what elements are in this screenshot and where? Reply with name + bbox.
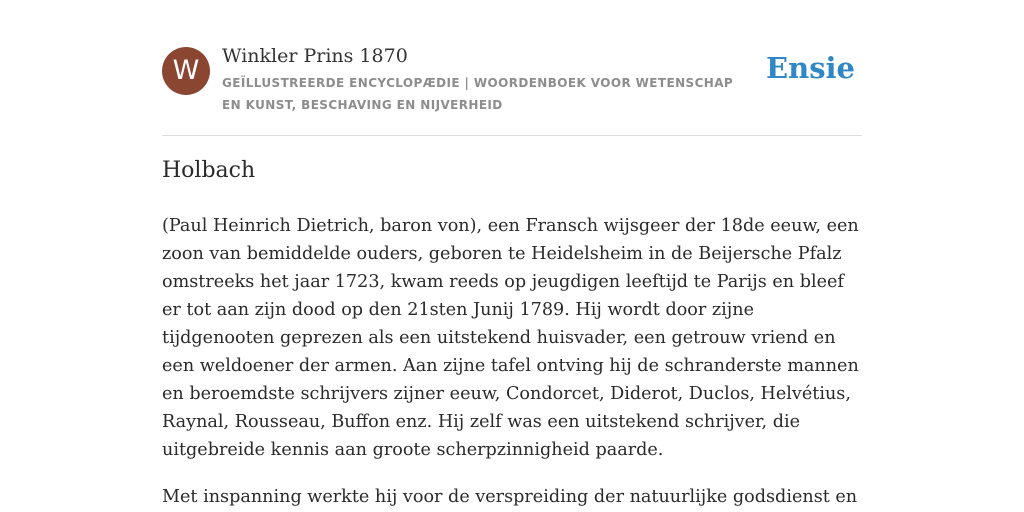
article-page bbox=[162, 0, 862, 507]
source-header bbox=[162, 0, 862, 136]
entry-paragraph: (Paul Heinrich Dietrich, baron von), een Fransch wijsgeer der 18de eeuw, een zoon van bemiddelde ouders, geboren te Heidelsheim in de Beijersche Pfalz omstreeks het jaar 1723, kwam reeds op jeugdigen leeftijd te Parijs en bleef er tot aan zijn dood op den 21sten Junij 1789. Hij wordt door zijne tijdgenooten geprezen als een uitstekend huisvader, een getrouw vriend en een weldoener der armen. Aan zijne tafel ontving hij de schranderste mannen en beroemdste schrijvers zijner eeuw, Condorcet, Diderot, Duclos, Helvétius, Raynal, Rousseau, Buffon enz. Hij zelf was een uitstekend schrijver, die uitgebreide kennis aan groote scherpzinnigheid paarde. bbox=[162, 216, 859, 460]
brand-logo-link[interactable]: Ensie bbox=[766, 51, 855, 85]
entry-paragraph: Met inspanning werkte hij voor de verspreiding der natuurlijke godsdienst en bbox=[162, 487, 858, 507]
source-title[interactable]: Winkler Prins 1870 bbox=[222, 45, 408, 67]
source-avatar[interactable]: W bbox=[162, 47, 210, 95]
entry-title: Holbach bbox=[162, 158, 256, 183]
source-subtitle: GEÏLLUSTREERDE ENCYCLOPÆDIE | WOORDENBOEK VOOR WETENSCHAP EN KUNST, BESCHAVING EN NIJVERHEID bbox=[222, 76, 734, 112]
